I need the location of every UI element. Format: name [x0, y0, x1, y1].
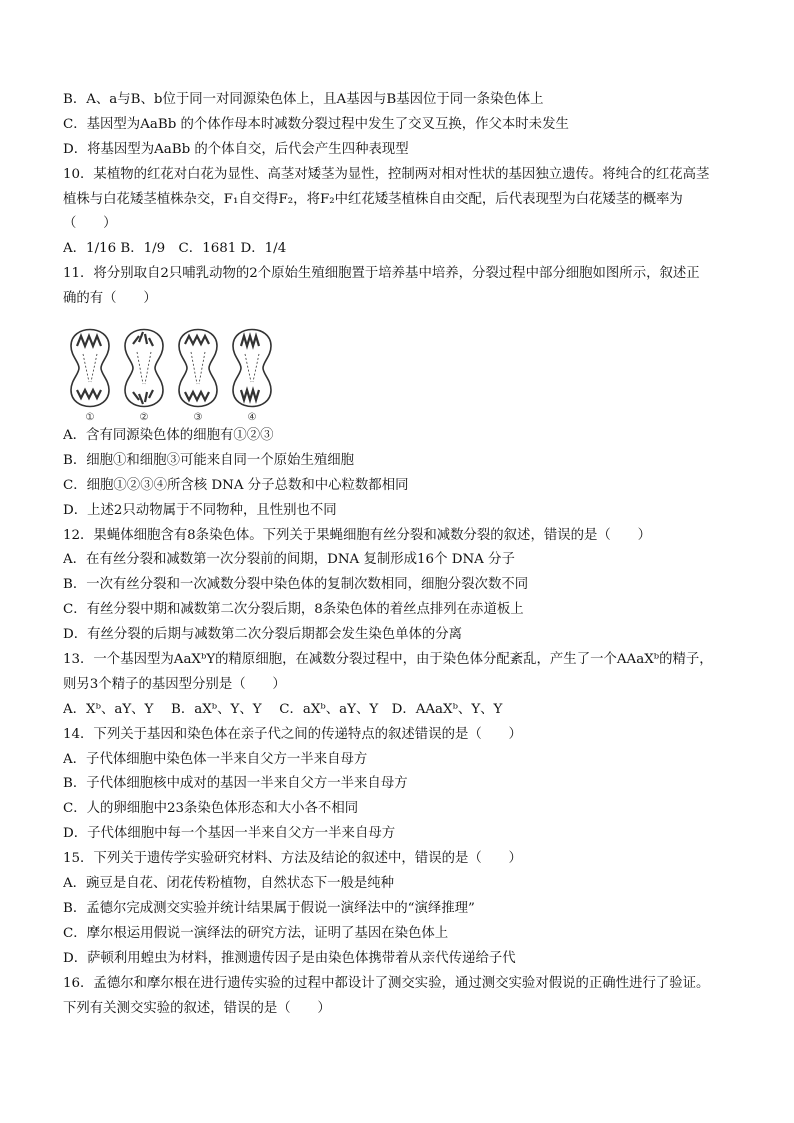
text-line: 确的有（ ） [63, 291, 157, 307]
text-line: B．子代体细胞核中成对的基因一半来自父方一半来自母方 [63, 776, 408, 792]
cell-1 [71, 330, 109, 407]
text-line: C．摩尔根运用假说一演绎法的研究方法，证明了基因在染色体上 [63, 925, 449, 941]
cell-label-3: ③ [193, 412, 203, 423]
text-line: B．孟德尔完成测交实验并统计结果属于假说一演绎法中的“演绎推理” [63, 900, 475, 916]
text-line: 则另3个精子的基因型分别是（ ） [63, 676, 286, 692]
cell-label-1: ① [85, 412, 95, 423]
cell-4 [233, 330, 271, 407]
text-line: （ ） [63, 216, 117, 232]
exam-page [63, 88, 753, 1021]
text-line: A．在有丝分裂和减数第一次分裂前的间期，DNA 复制形成16个 DNA 分子 [63, 552, 515, 568]
cell-3 [179, 330, 217, 407]
text-line: C．基因型为AaBb 的个体作母本时减数分裂过程中发生了交叉互换，作父本时未发生 [63, 116, 569, 132]
text-line: A．含有同源染色体的细胞有①②③ [63, 428, 274, 444]
text-line: D．上述2只动物属于不同物种，且性别也不同 [63, 502, 337, 518]
question-block-after-figure [63, 424, 753, 1021]
text-line: A．子代体细胞中染色体一半来自父方一半来自母方 [63, 751, 368, 767]
text-line: 植株与白花矮茎植株杂交，F₁自交得F₂，将F₂中红花矮茎植株自由交配，后代表现型为白花矮茎的概率为 [63, 191, 683, 207]
text-line: C．人的卵细胞中23条染色体形态和大小各不相同 [63, 801, 359, 817]
text-line: 13．一个基因型为AaXᵇY的精原细胞，在减数分裂过程中，由于染色体分配紊乱，产生了一个AAaXᵇ的精子， [63, 652, 713, 668]
text-line: B．A、a与B、b位于同一对同源染色体上，且A基因与B基因位于同一条染色体上 [63, 92, 544, 107]
text-line: C．细胞①②③④所含核 DNA 分子总数和中心粒数都相同 [63, 477, 409, 493]
text-line: 15．下列关于遗传学实验研究材料、方法及结论的叙述中，错误的是（ ） [63, 851, 522, 867]
text-line: D．子代体细胞中每一个基因一半来自父方一半来自母方 [63, 826, 396, 842]
text-line: 10．某植物的红花对白花为显性、高茎对矮茎为显性，控制两对相对性状的基因独立遗传。将纯合的红花高茎 [63, 166, 710, 182]
text-line: D．萨顿利用蝗虫为材料，推测遗传因子是由染色体携带着从亲代传递给子代 [63, 950, 516, 966]
cell-division-diagram [63, 316, 283, 422]
text-line: B．细胞①和细胞③可能来自同一个原始生殖细胞 [63, 452, 355, 468]
text-line: C．有丝分裂中期和减数第二次分裂后期，8条染色体的着丝点排列在赤道板上 [63, 602, 524, 618]
text-line: 12．果蝇体细胞含有8条染色体。下列关于果蝇细胞有丝分裂和减数分裂的叙述，错误的是（ ） [63, 527, 651, 543]
text-line: 11．将分别取自2只哺乳动物的2个原始生殖细胞置于培养基中培养，分裂过程中部分细胞如图所示，叙述正 [63, 266, 700, 282]
text-line: 下列有关测交实验的叙述，错误的是（ ） [63, 1000, 331, 1016]
cell-division-figure [63, 312, 753, 424]
cell-2 [125, 330, 163, 407]
cell-label-4: ④ [247, 412, 257, 423]
text-line: A．Xᵇ、aY、Y B．aXᵇ、Y、Y C．aXᵇ、aY、Y D．AAaXᵇ、Y、Y [63, 701, 503, 717]
question-block-before-figure [63, 88, 753, 312]
cell-label-2: ② [139, 412, 149, 423]
text-line: B．一次有丝分裂和一次减数分裂中染色体的复制次数相同，细胞分裂次数不同 [63, 577, 529, 593]
text-line: A．豌豆是自花、闭花传粉植物，自然状态下一般是纯种 [63, 876, 395, 892]
text-line: D．将基因型为AaBb 的个体自交，后代会产生四种表现型 [63, 141, 409, 157]
text-line: 16．孟德尔和摩尔根在进行遗传实验的过程中都设计了测交实验，通过测交实验对假说的正确性进行了验证。 [63, 975, 710, 991]
text-line: D．有丝分裂的后期与减数第二次分裂后期都会发生染色单体的分离 [63, 627, 463, 643]
text-line: 14．下列关于基因和染色体在亲子代之间的传递特点的叙述错误的是（ ） [63, 726, 522, 742]
text-line: A．1/16 B．1/9 C．1681 D．1/4 [63, 241, 287, 257]
